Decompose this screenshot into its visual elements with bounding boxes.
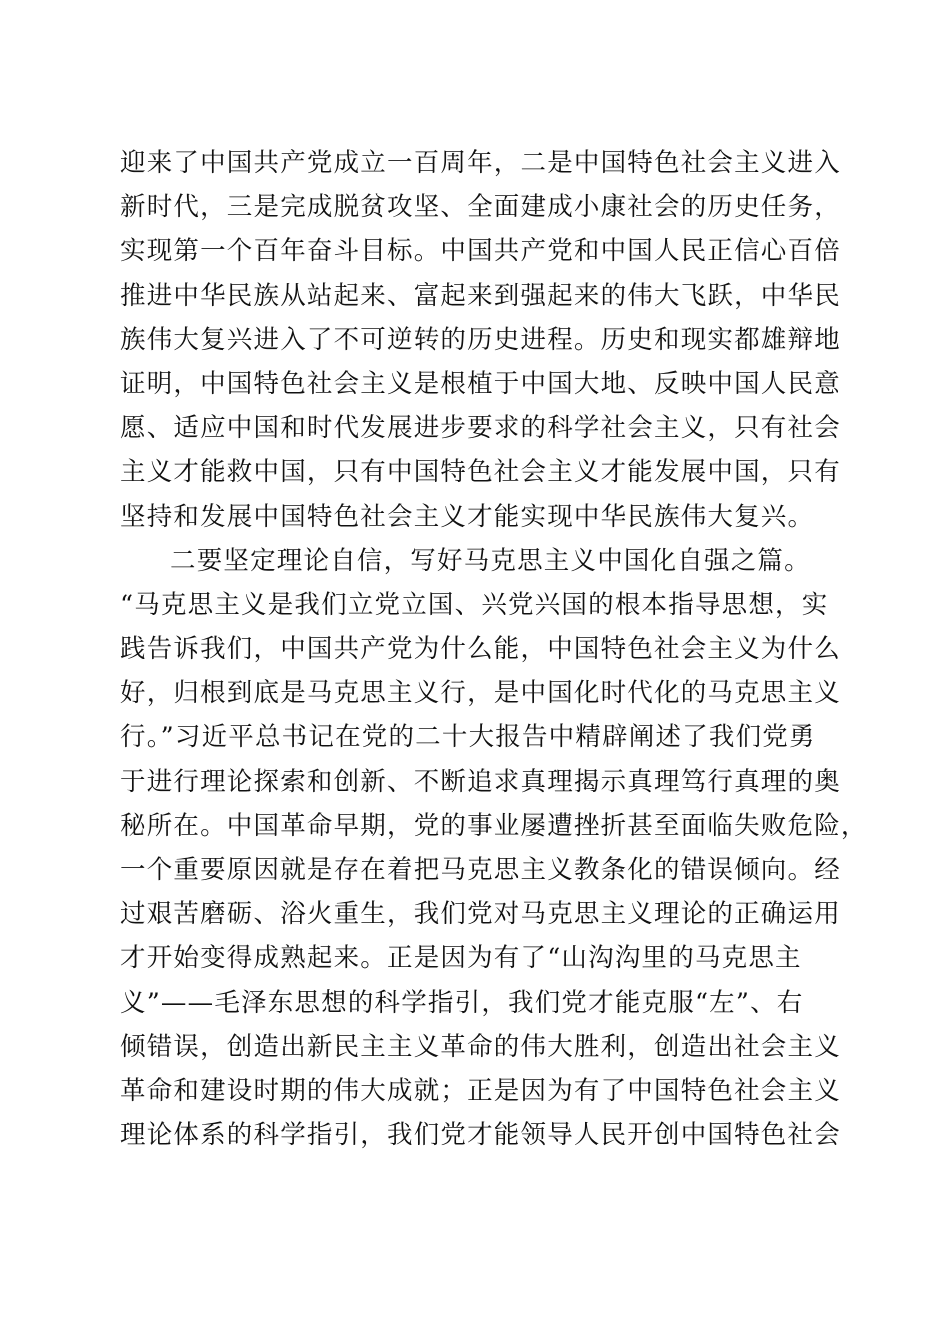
- text-line: 好，归根到底是马克思主义行，是中国化时代化的马克思主义: [120, 678, 841, 709]
- text-line: 一个重要原因就是存在着把马克思主义教条化的错误倾向。经: [120, 855, 841, 885]
- body-text: [120, 141, 868, 1157]
- text-line: 主义才能救中国，只有中国特色社会主义才能发展中国，只有: [120, 457, 841, 488]
- paragraph-start-line: 二要坚定理论自信，写好马克思主义中国化自强之篇。: [170, 545, 811, 576]
- text-line: 证明，中国特色社会主义是根植于中国大地、反映中国人民意: [120, 368, 841, 399]
- text-line: 实现第一个百年奋斗目标。中国共产党和中国人民正信心百倍: [120, 236, 841, 267]
- text-line: 义”——毛泽东思想的科学指引，我们党才能克服“左”、右: [120, 987, 804, 1018]
- text-line: 坚持和发展中国特色社会主义才能实现中华民族伟大复兴。: [120, 501, 815, 532]
- text-line: 族伟大复兴进入了不可逆转的历史进程。历史和现实都雄辩地: [120, 324, 841, 355]
- text-line: 革命和建设时期的伟大成就；正是因为有了中国特色社会主义: [120, 1075, 841, 1106]
- text-line: 理论体系的科学指引，我们党才能领导人民开创中国特色社会: [120, 1120, 841, 1151]
- text-line: 行。”习近平总书记在党的二十大报告中精辟阐述了我们党勇: [120, 722, 816, 753]
- text-line: 倾错误，创造出新民主主义革命的伟大胜利，创造出社会主义: [120, 1031, 841, 1062]
- text-line: 愿、适应中国和时代发展进步要求的科学社会主义，只有社会: [120, 413, 841, 444]
- text-line: 秘所在。中国革命早期，党的事业屡遭挫折甚至面临失败危险，: [120, 810, 868, 841]
- text-line: 新时代，三是完成脱贫攻坚、全面建成小康社会的历史任务，: [120, 192, 841, 223]
- text-line: “马克思主义是我们立党立国、兴党兴国的根本指导思想，实: [120, 589, 829, 620]
- text-line: 迎来了中国共产党成立一百周年，二是中国特色社会主义进入: [120, 148, 841, 178]
- text-line: 才开始变得成熟起来。正是因为有了“山沟沟里的马克思主: [120, 943, 802, 974]
- text-line: 于进行理论探索和创新、不断追求真理揭示真理笃行真理的奥: [120, 766, 841, 797]
- text-line: 践告诉我们，中国共产党为什么能，中国特色社会主义为什么: [120, 634, 841, 665]
- text-line: 过艰苦磨砺、浴火重生，我们党对马克思主义理论的正确运用: [120, 899, 841, 930]
- text-line: 推进中华民族从站起来、富起来到强起来的伟大飞跃，中华民: [120, 280, 841, 311]
